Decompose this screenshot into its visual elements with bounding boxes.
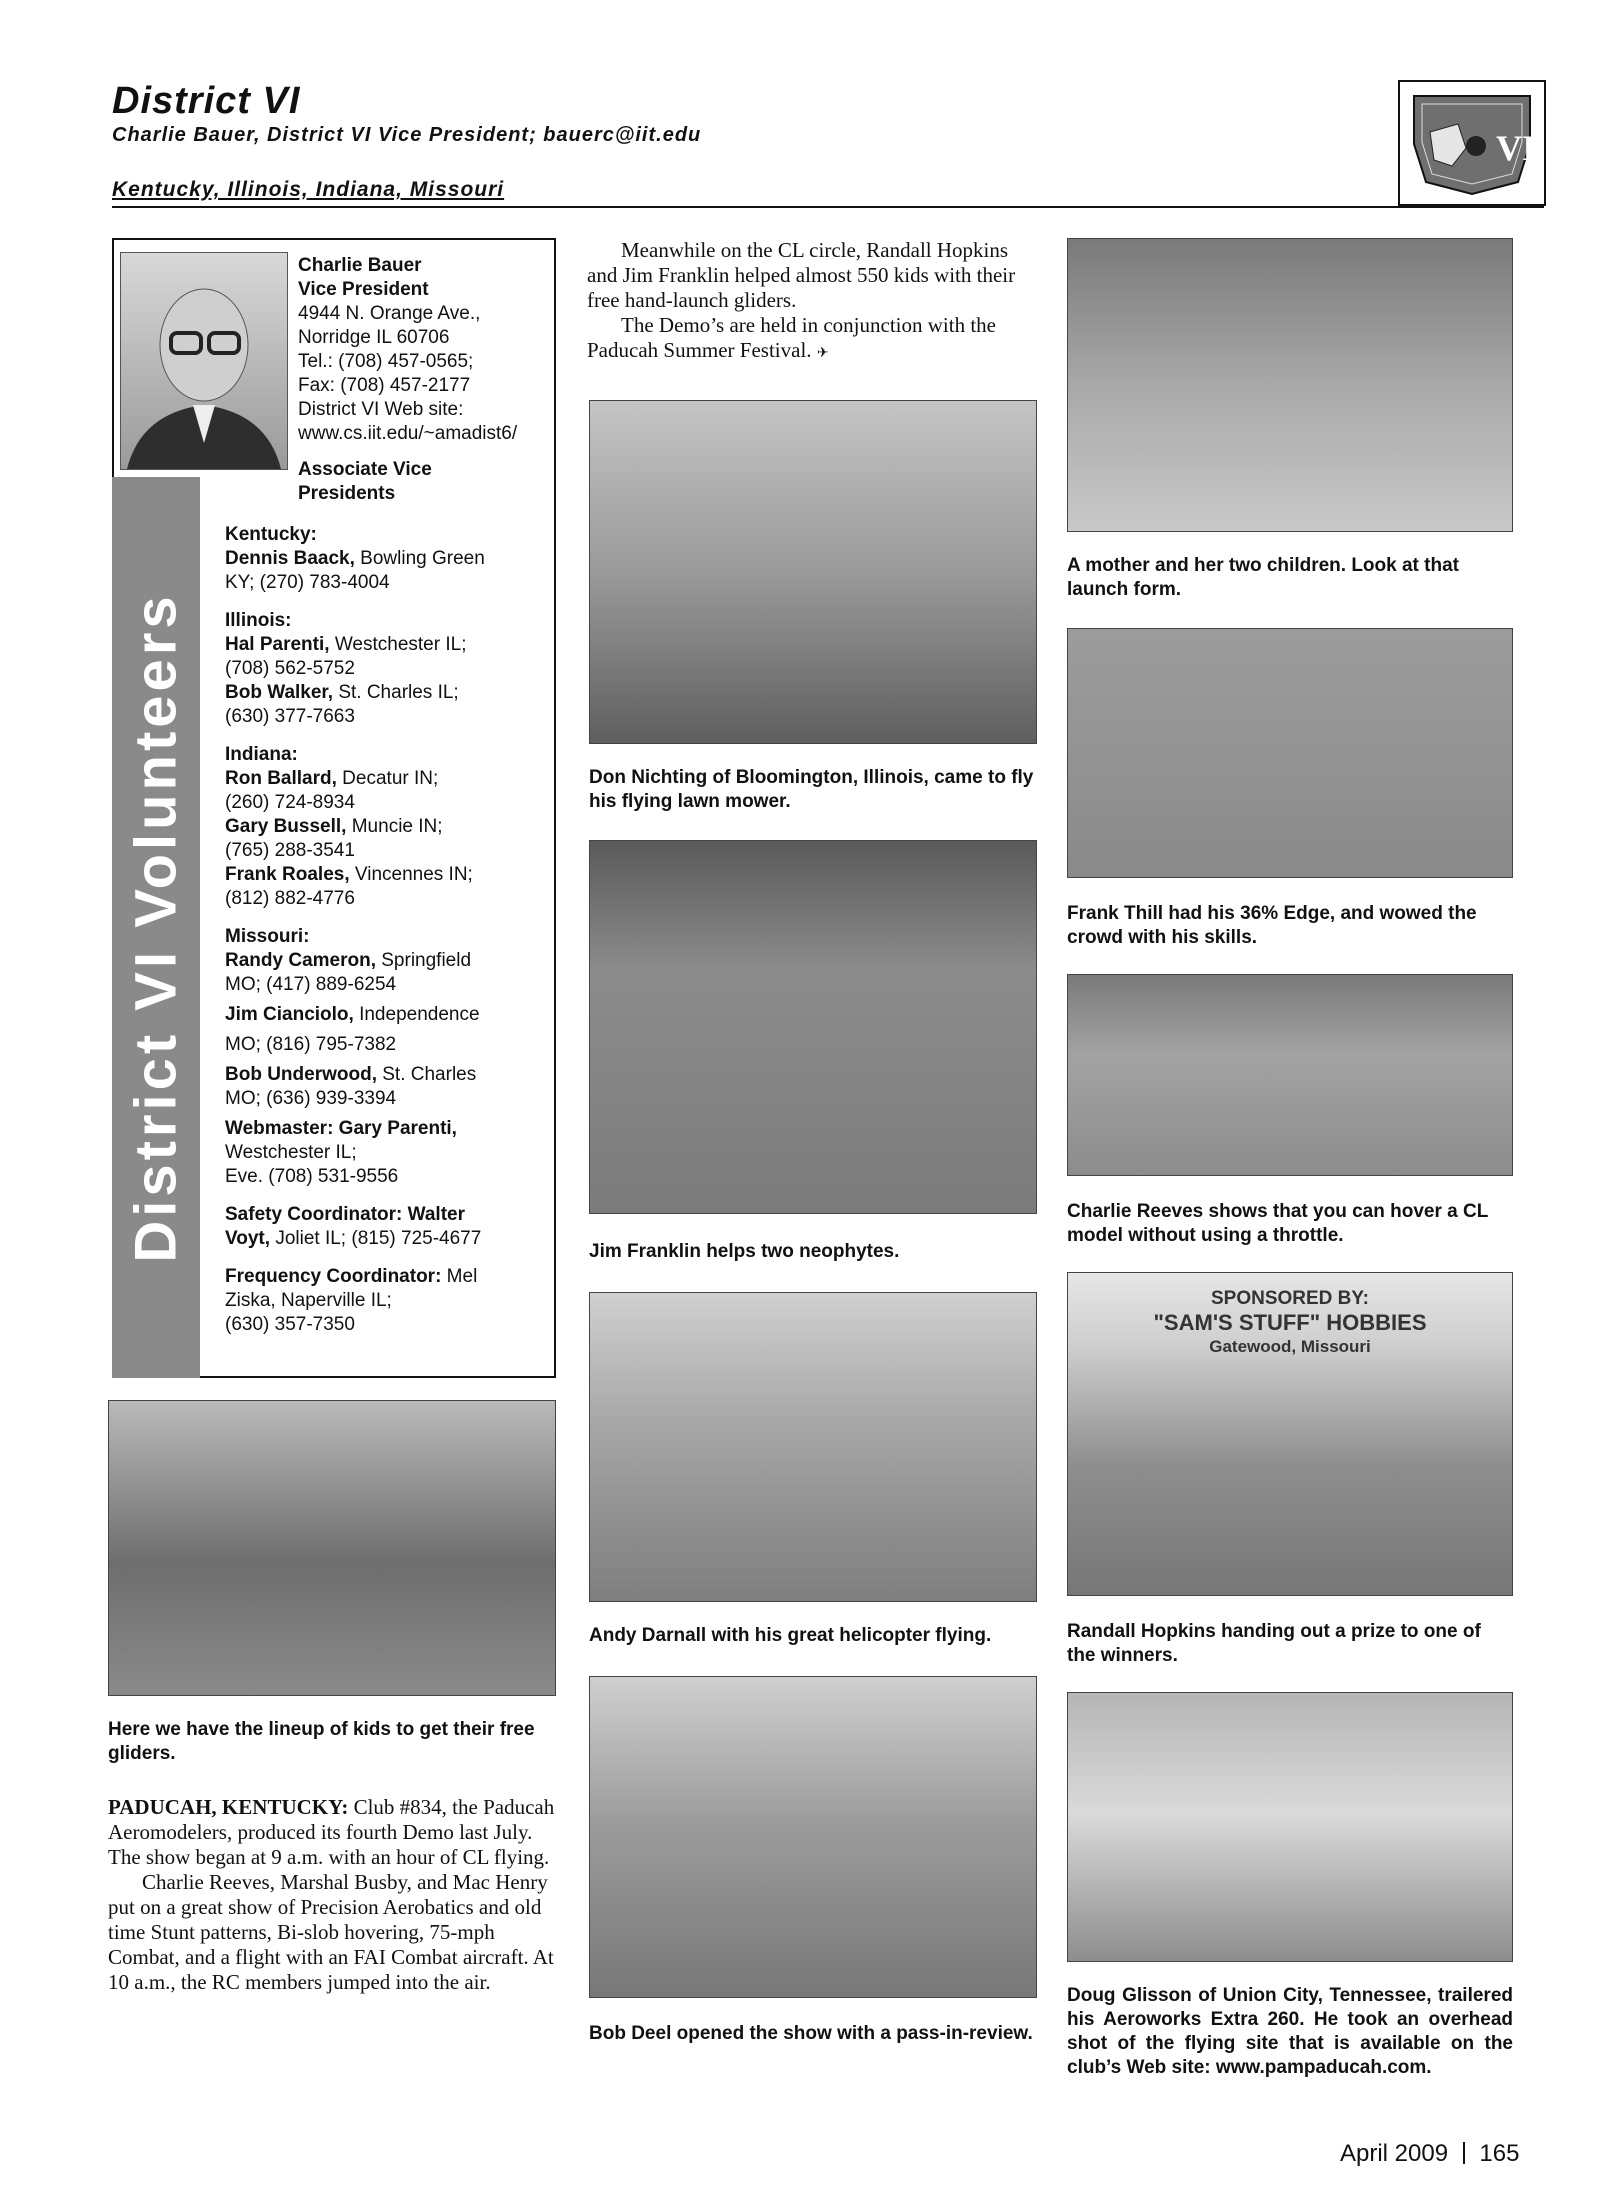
associate-phone: (630) 377-7663 xyxy=(225,706,355,727)
associate-name: Dennis Baack, xyxy=(225,548,355,569)
caption-glisson: Doug Glisson of Union City, Tennessee, trailered his Aeroworks Extra 260. He took an overhead shot of the flying site that is available on the club’s Web site: www.pampaducah.com. xyxy=(1067,1985,1513,2078)
article-middle xyxy=(587,238,1032,366)
state-heading-illinois: Illinois: xyxy=(225,610,292,631)
photo-pass-in-review xyxy=(589,1676,1037,1998)
associate-phone: MO; (417) 889-6254 xyxy=(225,974,397,995)
article-dateline: PADUCAH, KENTUCKY: xyxy=(108,1795,349,1819)
associate-phone: MO; (816) 795-7382 xyxy=(225,1034,397,1055)
associate-heading: Presidents xyxy=(298,483,396,504)
frequency-phone: (630) 357-7350 xyxy=(225,1314,355,1335)
vp-website: www.cs.iit.edu/~amadist6/ xyxy=(298,423,518,444)
ama-logo-icon: ✈ xyxy=(816,346,829,361)
footer-divider xyxy=(1463,2142,1465,2164)
associate-name: Jim Cianciolo, xyxy=(225,1004,354,1025)
vp-name: Charlie Bauer xyxy=(298,255,422,276)
associate-name: Hal Parenti, xyxy=(225,634,330,655)
vp-fax: Fax: (708) 457-2177 xyxy=(298,375,471,396)
volunteers-sidebar-title: District VI Volunteers xyxy=(123,592,189,1263)
photo-helicopter xyxy=(589,1292,1037,1602)
state-heading-indiana: Indiana: xyxy=(225,744,298,765)
caption-franklin: Jim Franklin helps two neophytes. xyxy=(589,1241,900,1262)
webmaster-label: Webmaster: Gary Parenti, xyxy=(225,1118,457,1139)
district-states: Kentucky, Illinois, Indiana, Missouri xyxy=(112,178,505,201)
caption-hopkins: Randall Hopkins handing out a prize to one of the winners. xyxy=(1067,1621,1481,1666)
associate-list: Kentucky: Dennis Baack, Bowling Green KY; (270) 783-4004 Illinois: Hal Parenti, Westchester IL; (708) 562-5752 Bob Walker, St. Charles IL; (630) 377-7663 Indiana: Ron Ballard, Decatur IN; (260) 724-8934 Gary Bussell, Muncie IN; (765) 288-3541 Frank Roales, Vincennes IN; (812) 882-4776 Missouri: Randy Cameron, Springfield MO; (417) 889-6254 Jim Cianciolo, Independence MO; (816) 795-7382 Bob Underwood, St. Charles MO; (636) 939-3394 Webmaster: Gary Parenti, Westchester IL; Eve. (708) 531-9556 Safety Coordinator: Walter Voyt, Joliet IL; (815) 725-4677 Frequency Coordinator: Mel Ziska, Naperville IL; (630) 357-7350 xyxy=(225,523,550,1337)
page-footer xyxy=(1340,2140,1519,2168)
article-paragraph: Meanwhile on the CL circle, Randall Hopkins and Jim Franklin helped almost 550 kids with their free hand-launch gliders. xyxy=(587,238,1016,312)
photo-edge-aircraft xyxy=(1067,628,1513,878)
associate-phone: KY; (270) 783-4004 xyxy=(225,572,390,593)
associate-name: Randy Cameron, xyxy=(225,950,376,971)
photo-cl-hover xyxy=(1067,974,1513,1176)
associate-name: Bob Walker, xyxy=(225,682,334,703)
state-heading-missouri: Missouri: xyxy=(225,926,310,947)
associate-heading: Associate Vice xyxy=(298,459,432,480)
district-map-icon xyxy=(1400,82,1544,204)
caption-thill: Frank Thill had his 36% Edge, and wowed the crowd with his skills. xyxy=(1067,903,1477,948)
associate-phone: MO; (636) 939-3394 xyxy=(225,1088,397,1109)
section-subtitle: Charlie Bauer, District VI Vice President; bauerc@iit.edu xyxy=(112,124,702,146)
article-paragraph: Charlie Reeves, Marshal Busby, and Mac Henry put on a great show of Precision Aerobatics and old time Stunt patterns, Bi-slob hovering, 75-mph Combat, and a flight with an FAI Combat aircraft. At 10 a.m., the RC members jumped into the air. xyxy=(108,1870,554,1994)
associate-name: Gary Bussell, xyxy=(225,816,347,837)
section-title: District VI xyxy=(112,80,301,122)
associate-name: Frank Roales, xyxy=(225,864,350,885)
associate-phone: (812) 882-4776 xyxy=(225,888,355,909)
banner-hobbies: "SAM'S STUFF" HOBBIES xyxy=(1153,1310,1427,1335)
photo-lawn-mower xyxy=(589,400,1037,744)
caption-reeves: Charlie Reeves shows that you can hover a CL model without using a throttle. xyxy=(1067,1201,1488,1246)
photo-extra-260 xyxy=(1067,1692,1513,1962)
caption-lineup: Here we have the lineup of kids to get their free gliders. xyxy=(108,1719,535,1764)
photo-franklin xyxy=(589,840,1037,1214)
vp-role: Vice President xyxy=(298,279,429,300)
safety-label: Safety Coordinator: Walter xyxy=(225,1204,465,1225)
district-logo xyxy=(1398,80,1546,206)
photo-prize xyxy=(1067,1272,1513,1596)
vp-phone: Tel.: (708) 457-0565; xyxy=(298,351,474,372)
svg-text:VI: VI xyxy=(1496,128,1537,168)
caption-mother: A mother and her two children. Look at that launch form. xyxy=(1067,555,1459,600)
associate-phone: (708) 562-5752 xyxy=(225,658,355,679)
associate-phone: (260) 724-8934 xyxy=(225,792,355,813)
vp-portrait xyxy=(120,252,288,470)
article-paragraph: The Demo’s are held in conjunction with the Paducah Summer Festival. ✈ xyxy=(587,313,996,362)
photo-mother-children xyxy=(1067,238,1513,532)
vp-website-label: District VI Web site: xyxy=(298,399,464,420)
photo-glider-lineup xyxy=(108,1400,556,1696)
associate-phone: (765) 288-3541 xyxy=(225,840,355,861)
page-number: 165 xyxy=(1479,2140,1520,2167)
frequency-label: Frequency Coordinator: xyxy=(225,1266,442,1287)
caption-deel: Bob Deel opened the show with a pass-in-review. xyxy=(589,2023,1033,2044)
caption-mower: Don Nichting of Bloomington, Illinois, came to fly his flying lawn mower. xyxy=(589,767,1034,812)
vp-address-line: 4944 N. Orange Ave., xyxy=(298,303,481,324)
article-left: PADUCAH, KENTUCKY: Club #834, the Paducah Aeromodelers, produced its fourth Demo last July. The show began at 9 a.m. with an hour of CL flying. Charlie Reeves, Marshal Busby, and Mac Henry put on a great show of Precision Aerobatics and old time Stunt patterns, Bi-slob hovering, 75-mph Combat, and a flight with an FAI Combat aircraft. At 10 a.m., the RC members jumped into the air. xyxy=(108,1795,555,1994)
issue-date: April 2009 xyxy=(1340,2140,1449,2167)
associate-name: Bob Underwood, xyxy=(225,1064,377,1085)
caption-darnall: Andy Darnall with his great helicopter flying. xyxy=(589,1625,992,1646)
banner-sponsor: SPONSORED BY: xyxy=(1210,1288,1369,1309)
banner-location: Gatewood, Missouri xyxy=(1209,1337,1371,1356)
vp-contact xyxy=(298,254,548,506)
state-heading-kentucky: Kentucky: xyxy=(225,524,317,545)
webmaster-phone: Eve. (708) 531-9556 xyxy=(225,1166,399,1187)
vp-address-line: Norridge IL 60706 xyxy=(298,327,450,348)
header-rule xyxy=(112,206,1544,208)
associate-name: Ron Ballard, xyxy=(225,768,337,789)
